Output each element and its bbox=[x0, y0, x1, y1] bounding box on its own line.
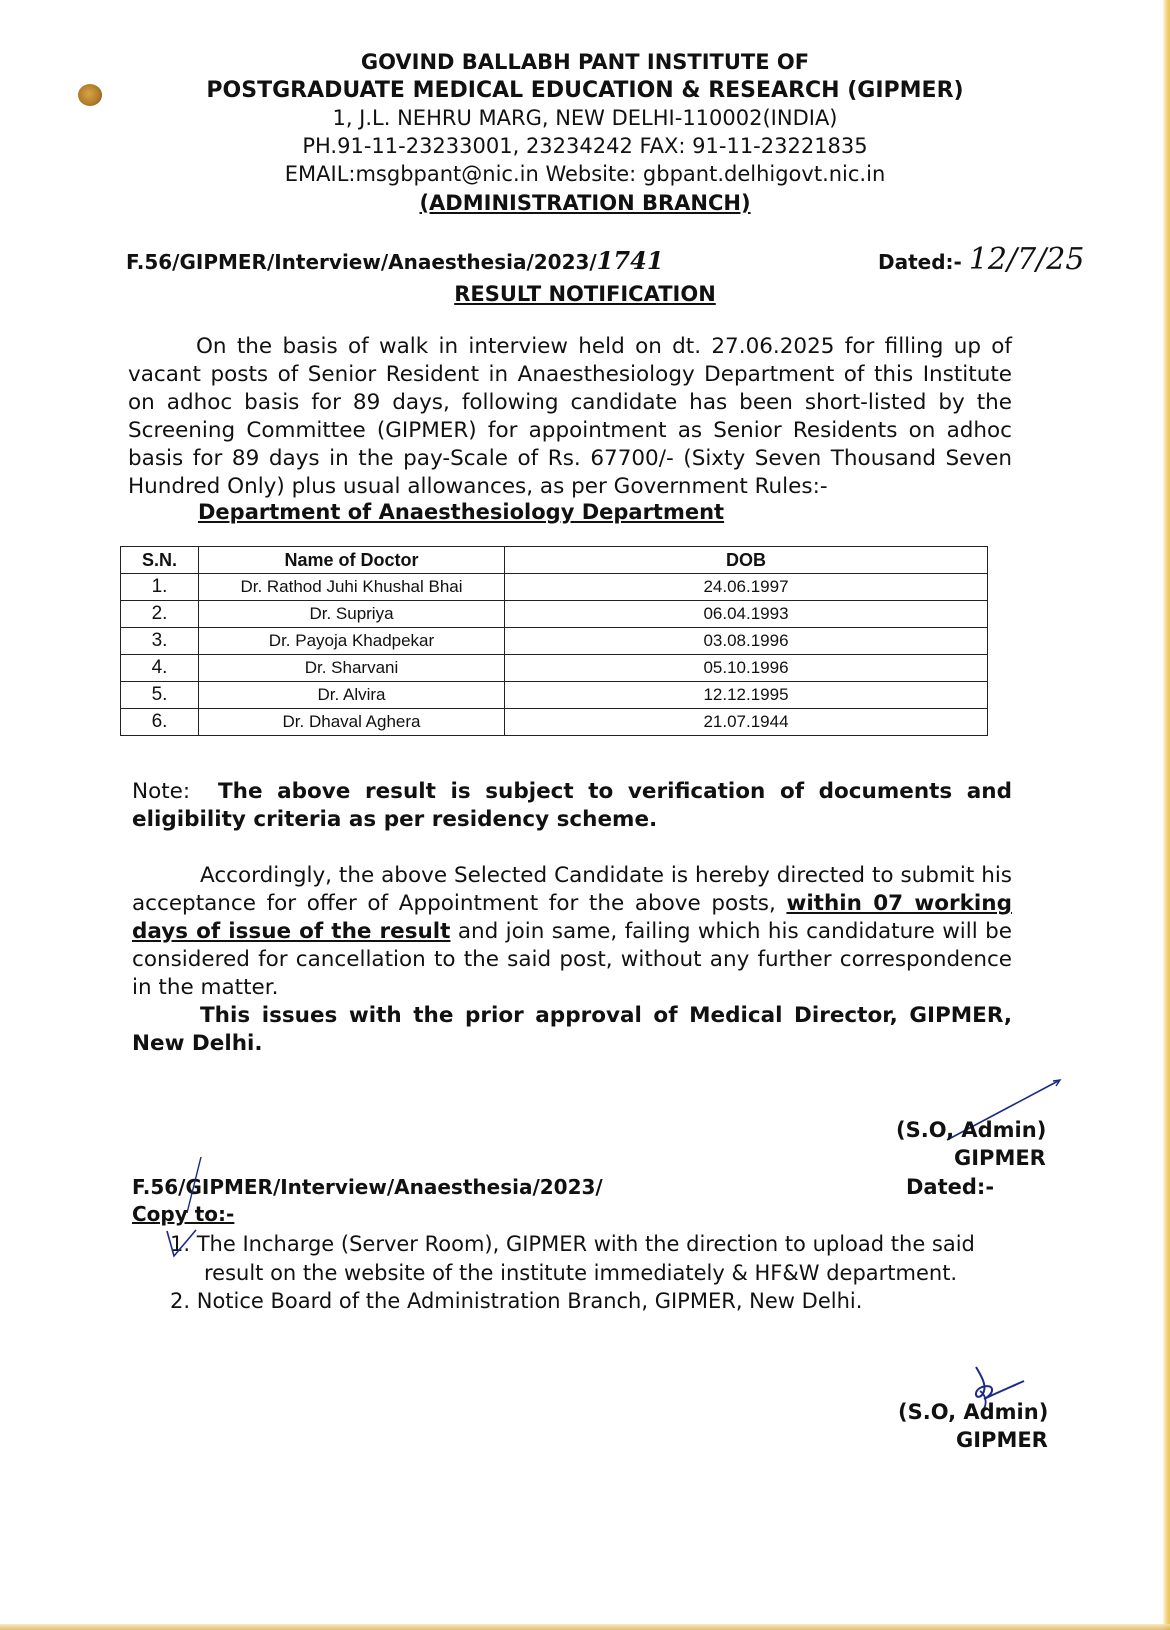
institute-phone-fax: PH.91-11-23233001, 23234242 FAX: 91-11-23221835 bbox=[302, 134, 868, 158]
copy-item-1-number: 1. bbox=[170, 1232, 191, 1256]
note-label: Note: bbox=[132, 779, 191, 804]
approval-paragraph bbox=[132, 1002, 1012, 1058]
table-row bbox=[121, 601, 988, 628]
institute-name-line1: GOVIND BALLABH PANT INSTITUTE OF bbox=[360, 50, 810, 74]
file-number-text: F.56/GIPMER/Interview/Anaesthesia/2023/ bbox=[126, 250, 597, 274]
note-paragraph bbox=[132, 778, 1012, 834]
acceptance-paragraph bbox=[132, 862, 1012, 1002]
cell-name: Dr. Dhaval Aghera bbox=[199, 709, 505, 736]
column-header-name: Name of Doctor bbox=[199, 547, 505, 574]
cell-dob: 06.04.1993 bbox=[505, 601, 988, 628]
cell-name: Dr. Supriya bbox=[199, 601, 505, 628]
intro-paragraph bbox=[128, 333, 1012, 501]
paper-edge-right bbox=[1163, 0, 1170, 1630]
file-number-handwritten: 1741 bbox=[596, 246, 664, 275]
page-title: RESULT NOTIFICATION bbox=[454, 282, 716, 306]
copy-item-2-line1: Notice Board of the Administration Branch, GIPMER, New Delhi. bbox=[196, 1289, 863, 1313]
cell-dob: 21.07.1944 bbox=[505, 709, 988, 736]
copy-file-number: F.56/GIPMER/Interview/Anaesthesia/2023/ bbox=[132, 1175, 603, 1199]
cell-sn: 3. bbox=[121, 628, 199, 655]
copy-to-label bbox=[132, 1202, 234, 1226]
cell-name: Dr. Sharvani bbox=[199, 655, 505, 682]
table-row bbox=[121, 628, 988, 655]
institute-address: 1, J.L. NEHRU MARG, NEW DELHI-110002(INDIA) bbox=[332, 106, 838, 130]
cell-dob: 12.12.1995 bbox=[505, 682, 988, 709]
copy-item-2-number: 2. bbox=[170, 1289, 191, 1313]
table-caption: Department of Anaesthesiology Department bbox=[198, 500, 725, 524]
cell-dob: 03.08.1996 bbox=[505, 628, 988, 655]
branch-name: (ADMINISTRATION BRANCH) bbox=[419, 191, 751, 215]
cell-name: Dr. Alvira bbox=[199, 682, 505, 709]
cell-dob: 05.10.1996 bbox=[505, 655, 988, 682]
column-header-sn: S.N. bbox=[121, 547, 199, 574]
checkmark-icon bbox=[164, 1228, 204, 1264]
table-row bbox=[121, 574, 988, 601]
dated-label: Dated:- bbox=[878, 250, 962, 274]
column-header-dob: DOB bbox=[505, 547, 988, 574]
signature-1-org: GIPMER bbox=[954, 1146, 1046, 1170]
acceptance-text-after: and join same, failing which his candidature will be considered for cancellation to the said post, without any further correspondence in the matter. bbox=[132, 919, 1012, 1000]
table-row bbox=[121, 709, 988, 736]
copy-dated-label: Dated:- bbox=[906, 1175, 995, 1199]
cell-sn: 6. bbox=[121, 709, 199, 736]
cell-sn: 2. bbox=[121, 601, 199, 628]
note-text: The above result is subject to verification of documents and eligibility criteria as per residency scheme. bbox=[132, 779, 1012, 832]
copy-item-1-line1: The Incharge (Server Room), GIPMER with the direction to upload the said bbox=[196, 1232, 975, 1256]
signature-2-designation: (S.O, Admin) bbox=[898, 1400, 1049, 1424]
acceptance-text-before: Accordingly, the above Selected Candidate is hereby directed to submit his acceptance for offer of Appointment for the above posts, bbox=[132, 863, 1012, 916]
intro-text: On the basis of walk in interview held on dt. 27.06.2025 for filling up of vacant posts of Senior Resident in Anaesthesiology Department of this Institute on adhoc basis for 89 days, following candidate has been short-listed by the Screening Committee (GIPMER) for appointment as Senior Residents on adhoc basis for 89 days in the pay-Scale of Rs. 67700/- (Sixty Seven Thousand Seven Hundred Only) plus usual allowances, as per Government Rules:- bbox=[128, 334, 1012, 499]
copy-item-1 bbox=[170, 1230, 975, 1288]
cell-sn: 5. bbox=[121, 682, 199, 709]
table-row bbox=[121, 682, 988, 709]
result-table bbox=[120, 546, 988, 736]
table-header-row bbox=[121, 547, 988, 574]
signature-2-org: GIPMER bbox=[956, 1428, 1048, 1452]
cell-name: Dr. Payoja Khadpekar bbox=[199, 628, 505, 655]
approval-text: This issues with the prior approval of Medical Director, GIPMER, New Delhi. bbox=[132, 1003, 1012, 1056]
paper-edge-bottom bbox=[0, 1624, 1170, 1630]
copy-item-2 bbox=[170, 1289, 862, 1313]
acceptance-deadline: within 07 working days of issue of the result bbox=[132, 891, 1012, 944]
cell-sn: 1. bbox=[121, 574, 199, 601]
institute-email-website: EMAIL:msgbpant@nic.in Website: gbpant.delhigovt.nic.in bbox=[284, 162, 886, 186]
table-row bbox=[121, 655, 988, 682]
cell-name: Dr. Rathod Juhi Khushal Bhai bbox=[199, 574, 505, 601]
dated-field bbox=[878, 242, 1084, 277]
signature-1-designation: (S.O, Admin) bbox=[896, 1118, 1047, 1142]
cell-sn: 4. bbox=[121, 655, 199, 682]
cell-dob: 24.06.1997 bbox=[505, 574, 988, 601]
copy-item-1-line2: result on the website of the institute immediately & HF&W department. bbox=[204, 1261, 958, 1285]
institute-name-line2: POSTGRADUATE MEDICAL EDUCATION & RESEARCH (GIPMER) bbox=[206, 78, 964, 103]
copy-to-text: Copy to:- bbox=[132, 1202, 235, 1226]
dated-handwritten: 12/7/25 bbox=[968, 242, 1085, 277]
file-number bbox=[126, 246, 664, 275]
